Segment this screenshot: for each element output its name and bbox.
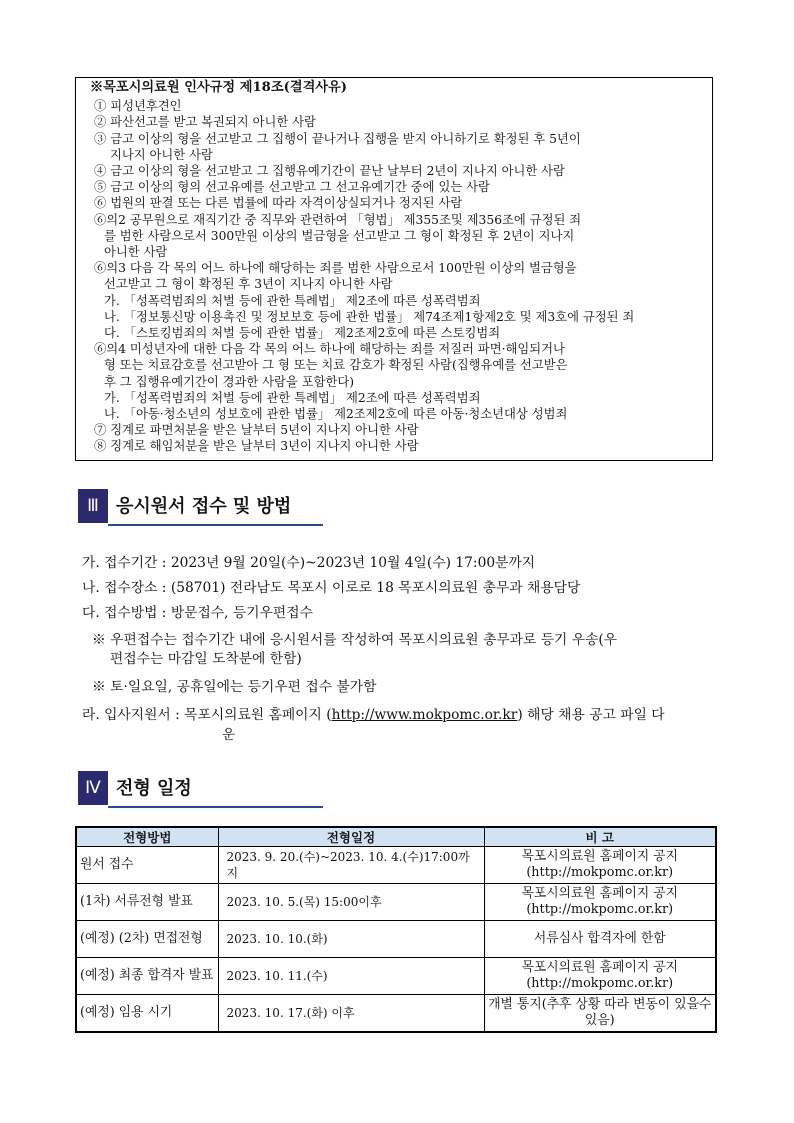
section-4-number: Ⅳ <box>78 771 108 805</box>
box-line: ② 파산선고를 받고 복권되지 아니한 사람 <box>94 115 316 130</box>
box-line: ⑥의3 다음 각 목의 어느 하나에 해당하는 죄를 범한 사람으로서 100만원 이상의 벌금형을 <box>94 261 577 276</box>
box-line: ① 피성년후견인 <box>94 99 182 114</box>
box-title: ※목포시의료원 인사규정 제18조(결격사유) <box>90 80 348 95</box>
form-suffix: ) 해당 채용 공고 파일 다 <box>517 706 665 723</box>
header-date: 전형일정 <box>218 827 484 847</box>
row-method: (예정) (2차) 면접전형 <box>76 921 218 958</box>
schedule-body <box>76 847 716 1033</box>
row-note: 개별 통지(추후 상황 따라 변동이 있을수 있음) <box>484 995 716 1033</box>
section-3-underline <box>108 524 323 526</box>
application-method: 다. 접수방법 : 방문접수, 등기우편접수 <box>82 605 313 622</box>
box-line: ⑦ 징계로 파면처분을 받은 날부터 5년이 지나지 아니한 사람 <box>94 423 419 438</box>
table-row <box>76 921 716 958</box>
table-row <box>76 884 716 921</box>
postal-note-line2: 편접수는 마감일 도착분에 한함) <box>110 650 302 667</box>
box-line: ⑤ 금고 이상의 형의 선고유예를 선고받고 그 선고유예기간 중에 있는 사람 <box>94 180 490 195</box>
table-row <box>76 847 716 884</box>
row-note: 목포시의료원 홈페이지 공지 (http://mokpomc.or.kr) <box>484 884 716 921</box>
box-lines <box>84 98 706 454</box>
box-line: ③ 금고 이상의 형을 선고받고 그 집행이 끝나거나 집행을 받지 아니하기로 확정된 후 5년이 <box>94 131 581 146</box>
form-prefix: 라. 입사지원서 : 목포시의료원 홈페이지 ( <box>82 706 332 723</box>
row-note: 목포시의료원 홈페이지 공지 (http://mokpomc.or.kr) <box>484 958 716 995</box>
box-line: 나. 「정보통신망 이용촉진 및 정보보호 등에 관한 법률」 제74조제1항제2호 및 제3호에 규정된 죄 <box>104 309 635 324</box>
section-4-underline <box>108 806 323 808</box>
holiday-note: ※ 토·일요일, 공휴일에는 등기우편 접수 불가함 <box>92 678 377 695</box>
box-line: 후 그 집행유예기간이 경과한 사람을 포함한다) <box>104 374 355 389</box>
application-info <box>82 551 722 744</box>
row-note: 목포시의료원 홈페이지 공지 (http://mokpomc.or.kr) <box>484 847 716 884</box>
header-note: 비 고 <box>484 827 716 847</box>
row-date: 2023. 10. 17.(화) 이후 <box>218 995 484 1033</box>
row-method: (예정) 최종 합격자 발표 <box>76 958 218 995</box>
box-line: ④ 금고 이상의 형을 선고받고 그 집행유예기간이 끝난 날부터 2년이 지나지 아니한 사람 <box>94 164 565 179</box>
postal-note-line1: ※ 우편접수는 접수기간 내에 응시원서를 작성하여 목포시의료원 총무과로 등기 우송(우 <box>92 631 618 648</box>
disqualification-box <box>75 77 713 461</box>
box-line: 형 또는 치료감호를 선고받아 그 형 또는 치료 감호가 확정된 사람(집행유예를 선고받은 <box>104 358 568 373</box>
box-line: ⑥ 법원의 판결 또는 다른 법률에 따라 자격이상실되거나 정지된 사람 <box>94 196 463 211</box>
table-row <box>76 958 716 995</box>
table-row <box>76 995 716 1033</box>
row-date: 2023. 10. 11.(수) <box>218 958 484 995</box>
box-line: ⑥의4 미성년자에 대한 다음 각 목의 어느 하나에 해당하는 죄를 저질러 파면·해임되거나 <box>94 342 565 357</box>
postal-note <box>82 631 722 669</box>
row-method: (1차) 서류전형 발표 <box>76 884 218 921</box>
box-line: 다. 「스토킹범죄의 처벌 등에 관한 법률」 제2조제2호에 따른 스토킹범죄 <box>104 326 501 341</box>
section-4-header <box>78 771 323 809</box>
schedule-table <box>75 826 717 1033</box>
box-line: ⑥의2 공무원으로 재직기간 중 직무와 관련하여 「형법」 제355조및 제356조에 규정된 죄 <box>94 212 582 227</box>
application-place: 나. 접수장소 : (58701) 전라남도 목포시 이로로 18 목포시의료원 총무과 채용담당 <box>82 580 581 597</box>
section-3-number: Ⅲ <box>78 489 108 523</box>
section-3-header <box>78 489 323 527</box>
row-date: 2023. 10. 5.(목) 15:00이후 <box>218 884 484 921</box>
box-line: 가. 「성폭력범죄의 처벌 등에 관한 특례법」 제2조에 따른 성폭력범죄 <box>104 293 481 308</box>
box-line: 아니한 사람 <box>104 245 168 260</box>
header-method: 전형방법 <box>76 827 218 847</box>
box-line: 선고받고 그 형이 확정된 후 3년이 지나지 아니한 사람 <box>104 277 393 292</box>
section-3-title: 응시원서 접수 및 방법 <box>116 496 292 517</box>
box-line: 나. 「아동·청소년의 성보호에 관한 법률」 제2조제2호에 따른 아동·청소년대상 성범죄 <box>104 407 568 422</box>
form-continuation: 운 <box>222 726 236 743</box>
row-note: 서류심사 합격자에 한함 <box>484 921 716 958</box>
row-date: 2023. 10. 10.(화) <box>218 921 484 958</box>
row-method: 원서 접수 <box>76 847 218 884</box>
box-line: 지나지 아니한 사람 <box>110 147 213 162</box>
box-line: ⑧ 징계로 해임처분을 받은 날부터 3년이 지나지 아니한 사람 <box>94 439 419 454</box>
schedule-header-row <box>76 827 716 847</box>
box-line: 가. 「성폭력범죄의 처벌 등에 관한 특례법」 제2조에 따른 성폭력범죄 <box>104 390 481 405</box>
section-4-title: 전형 일정 <box>116 778 192 799</box>
row-date: 2023. 9. 20.(수)~2023. 10. 4.(수)17:00까지 <box>218 847 484 884</box>
homepage-link[interactable]: http://www.mokpomc.or.kr <box>331 706 518 723</box>
box-line: 를 범한 사람으로서 300만원 이상의 벌금형을 선고받고 그 형이 확정된 후 2년이 지나지 <box>104 228 575 243</box>
row-method: (예정) 임용 시기 <box>76 995 218 1033</box>
application-period: 가. 접수기간 : 2023년 9월 20일(수)~2023년 10월 4일(수) 17:00분까지 <box>82 555 536 571</box>
application-form <box>82 704 722 726</box>
